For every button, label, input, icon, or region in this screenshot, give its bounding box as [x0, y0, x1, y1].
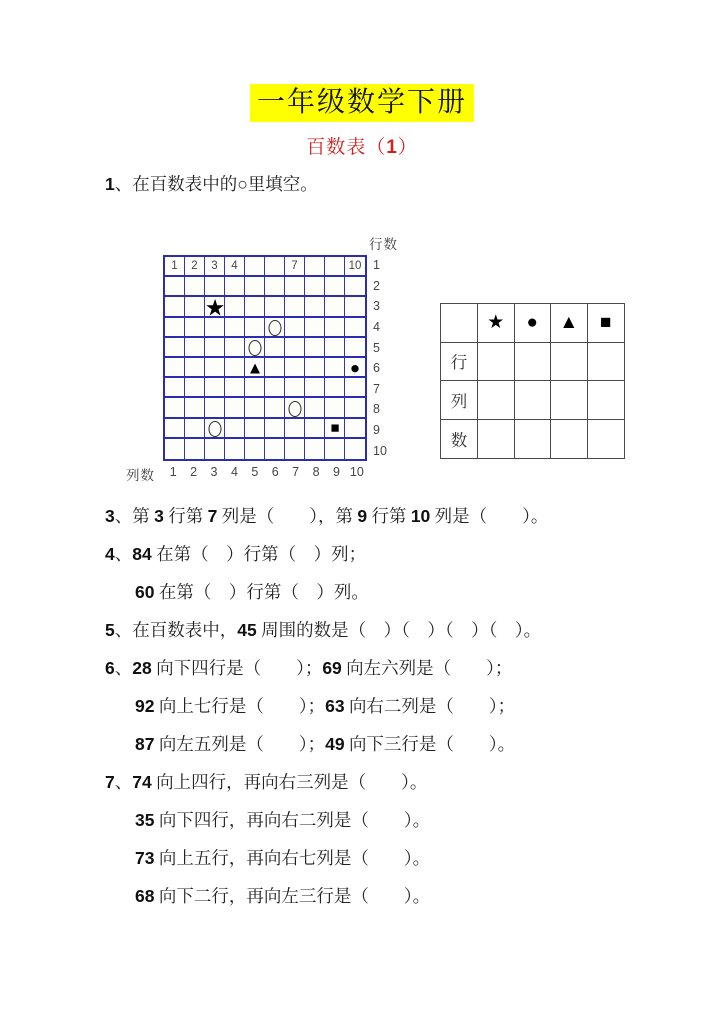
grid-cell — [245, 277, 265, 297]
grid-cell — [285, 358, 305, 378]
answer-table-corner — [441, 304, 478, 343]
grid-header-cell — [325, 257, 345, 277]
grid-cell — [225, 318, 245, 338]
star-icon: ★ — [204, 295, 226, 320]
grid-cell — [285, 398, 305, 418]
grid-cell — [225, 439, 245, 459]
col-number: 9 — [332, 465, 340, 479]
grid-header-cell — [245, 257, 265, 277]
grid-cell — [265, 277, 285, 297]
grid-cell — [245, 297, 265, 317]
grid-cell — [325, 318, 345, 338]
grid-cell — [245, 318, 265, 338]
answer-table-cell — [588, 381, 625, 420]
hundred-grid — [163, 255, 367, 461]
grid-cell — [225, 419, 245, 439]
grid-cell — [325, 358, 345, 378]
grid-cell — [204, 295, 226, 320]
circle-filled-icon: ● — [349, 358, 361, 378]
answer-table-cell — [478, 381, 515, 420]
grid-cell — [265, 358, 285, 378]
grid-cell — [245, 398, 265, 418]
grid-cell — [265, 398, 285, 418]
col-number: 2 — [190, 465, 198, 479]
grid-cell — [265, 318, 285, 338]
question-line: 35 向下四行，再向右二列是（ ）。 — [135, 810, 431, 830]
grid-cell — [185, 378, 205, 398]
grid-cell — [285, 277, 305, 297]
col-number: 7 — [292, 465, 300, 479]
grid-cell — [305, 398, 325, 418]
grid-cell — [305, 419, 325, 439]
grid-cell — [265, 439, 285, 459]
questions — [105, 497, 685, 915]
grid-cell — [345, 398, 365, 418]
answer-table-cell — [588, 420, 625, 459]
title-row — [0, 84, 724, 122]
answer-table-cell — [478, 343, 515, 382]
grid-cell — [345, 338, 365, 358]
col-number: 10 — [349, 465, 364, 479]
grid-cell — [345, 439, 365, 459]
grid-cell — [325, 297, 345, 317]
grid-cell — [225, 358, 245, 378]
square-icon: ■ — [588, 304, 625, 343]
grid-cell — [265, 419, 285, 439]
grid-cell — [205, 419, 225, 439]
question-line: 6、28 向下四行是（ ）；69 向左六列是（ ）； — [105, 658, 513, 678]
grid-cell — [205, 398, 225, 418]
grid-cell — [225, 297, 245, 317]
grid-cell — [325, 378, 345, 398]
grid-cell — [285, 338, 305, 358]
grid-cell — [285, 439, 305, 459]
grid-cell — [345, 419, 365, 439]
row-number: 5 — [373, 340, 380, 355]
grid-cell — [185, 419, 205, 439]
grid-header-cell: 4 — [225, 257, 245, 277]
triangle-icon: ▲ — [246, 358, 264, 378]
answer-table-cell — [551, 381, 588, 420]
answer-table-cell — [515, 343, 552, 382]
grid-cell — [165, 398, 185, 418]
question-line: 3、第 3 行第 7 列是（ ），第 9 行第 10 列是（ ）。 — [105, 506, 549, 526]
page-subtitle: 百数表（1） — [306, 137, 418, 158]
grid-cell — [305, 439, 325, 459]
grid-cell — [285, 318, 305, 338]
grid-cell — [185, 277, 205, 297]
question-1: 1、在百数表中的○里填空。 — [105, 174, 318, 194]
grid-header-cell: 7 — [285, 257, 305, 277]
grid-cell — [225, 398, 245, 418]
row-number: 1 — [373, 258, 380, 273]
grid-header-cell — [305, 257, 325, 277]
grid-cell — [305, 358, 325, 378]
grid-cell — [225, 338, 245, 358]
question-line: 73 向上五行，再向右七列是（ ）。 — [135, 848, 431, 868]
row-number: 4 — [373, 320, 380, 335]
grid-cell — [345, 358, 365, 378]
grid-header-cell: 10 — [345, 257, 365, 277]
row-number: 3 — [373, 299, 380, 314]
grid-cell — [185, 297, 205, 317]
grid-cell — [325, 277, 345, 297]
grid-cell — [205, 358, 225, 378]
grid-cell — [245, 439, 265, 459]
answer-table-cell — [551, 343, 588, 382]
grid-cell — [325, 419, 345, 439]
col-number: 8 — [312, 465, 320, 479]
col-axis-label: 列数 — [126, 468, 155, 483]
grid-header-cell: 3 — [205, 257, 225, 277]
answer-table-row-label: 列 — [441, 381, 478, 420]
grid-cell — [165, 419, 185, 439]
grid-cell — [265, 297, 285, 317]
question-line: 60 在第（ ）行第（ ）列。 — [135, 582, 369, 602]
grid-cell — [165, 318, 185, 338]
grid-cell — [165, 297, 185, 317]
grid-cell — [245, 378, 265, 398]
question-line: 4、84 在第（ ）行第（ ）列； — [105, 544, 367, 564]
col-number: 4 — [230, 465, 238, 479]
grid-cell — [245, 338, 265, 358]
answer-table-row-label: 行 — [441, 343, 478, 382]
row-axis-label: 行数 — [369, 237, 398, 252]
row-number: 10 — [373, 443, 387, 458]
grid-cell — [225, 277, 245, 297]
grid-cell — [165, 378, 185, 398]
row-number: 8 — [373, 402, 380, 417]
answer-table-row-label: 数 — [441, 420, 478, 459]
grid-cell — [185, 338, 205, 358]
row-number: 2 — [373, 278, 380, 293]
grid-cell — [205, 277, 225, 297]
answer-table-cell — [551, 420, 588, 459]
grid-cell — [205, 318, 225, 338]
hundred-grid-cells — [165, 257, 365, 459]
grid-cell — [345, 297, 365, 317]
grid-cell — [245, 358, 265, 378]
circle-filled-icon: ● — [515, 304, 552, 343]
grid-cell — [185, 318, 205, 338]
page-title: 一年级数学下册 — [250, 84, 474, 122]
grid-cell — [305, 338, 325, 358]
grid-header-cell: 2 — [185, 257, 205, 277]
grid-cell — [345, 378, 365, 398]
col-number: 3 — [210, 465, 218, 479]
grid-cell — [325, 338, 345, 358]
grid-cell — [185, 398, 205, 418]
col-number: 5 — [251, 465, 259, 479]
grid-cell — [265, 378, 285, 398]
grid-cell — [345, 277, 365, 297]
row-number: 9 — [373, 423, 380, 438]
grid-cell — [305, 277, 325, 297]
answer-table-cell — [588, 343, 625, 382]
col-number: 1 — [169, 465, 177, 479]
star-icon: ★ — [478, 304, 515, 343]
answer-table-cell — [515, 420, 552, 459]
grid-cell — [185, 358, 205, 378]
triangle-icon: ▲ — [551, 304, 588, 343]
answer-table-cell — [478, 420, 515, 459]
grid-cell — [205, 439, 225, 459]
col-number: 6 — [271, 465, 279, 479]
row-number: 7 — [373, 381, 380, 396]
square-icon: ■ — [330, 420, 340, 437]
question-line: 87 向左五列是（ ）；49 向下三行是（ ）。 — [135, 734, 516, 754]
grid-cell — [325, 439, 345, 459]
question-line: 92 向上七行是（ ）；63 向右二列是（ ）； — [135, 696, 516, 716]
grid-cell — [345, 318, 365, 338]
grid-cell — [245, 419, 265, 439]
grid-cell — [285, 297, 305, 317]
answer-table — [440, 303, 625, 459]
grid-cell — [165, 338, 185, 358]
row-number: 6 — [373, 361, 380, 376]
grid-header-cell: 1 — [165, 257, 185, 277]
grid-cell — [325, 398, 345, 418]
grid-cell — [185, 439, 205, 459]
row-numbers — [369, 255, 395, 461]
grid-cell — [305, 318, 325, 338]
grid-cell — [225, 378, 245, 398]
grid-cell — [305, 378, 325, 398]
grid-cell — [165, 439, 185, 459]
question-line: 68 向下二行，再向左三行是（ ）。 — [135, 886, 431, 906]
col-numbers — [163, 463, 367, 481]
grid-cell — [205, 378, 225, 398]
grid-cell — [205, 338, 225, 358]
grid-cell — [285, 419, 305, 439]
question-line: 7、74 向上四行，再向右三列是（ ）。 — [105, 772, 428, 792]
grid-header-cell — [265, 257, 285, 277]
answer-table-cell — [515, 381, 552, 420]
grid-cell — [285, 378, 305, 398]
grid-cell — [305, 297, 325, 317]
grid-cell — [165, 358, 185, 378]
grid-cell — [165, 277, 185, 297]
question-line: 5、在百数表中，45 周围的数是（ ）（ ）（ ）（ ）。 — [105, 620, 542, 640]
grid-cell — [265, 338, 285, 358]
